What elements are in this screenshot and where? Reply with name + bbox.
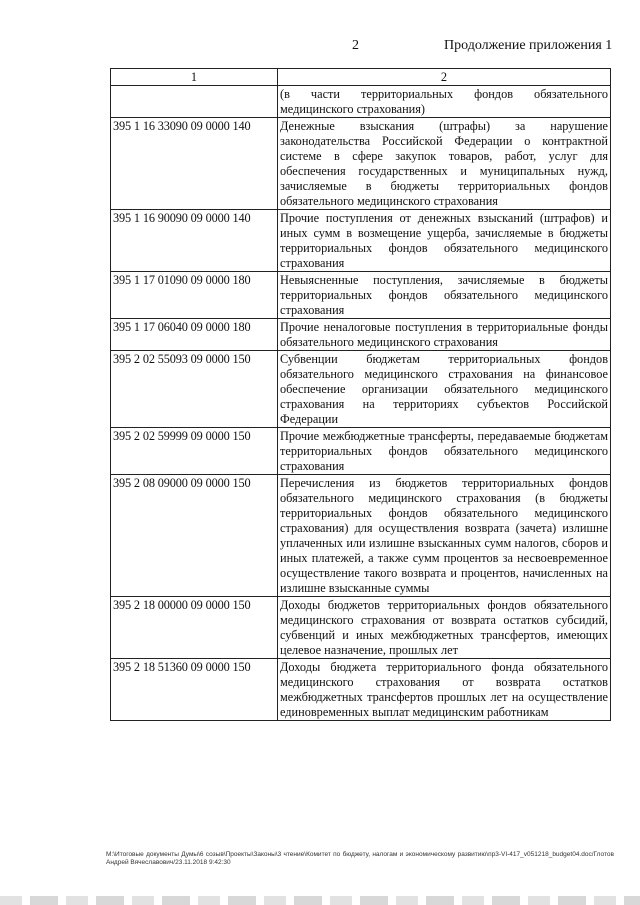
row-code: 395 1 16 90090 09 0000 140 [111,210,278,272]
budget-codes-table [110,68,611,721]
row-description: Доходы бюджета территориального фонда обязательного медицинского страхования от возврата остатков межбюджетных трансфертов прошлых лет на осуществление единовременных выплат медицинским работникам [278,659,611,721]
table-row [111,428,611,475]
continuation-label: Продолжение приложения 1 [444,38,613,53]
table-row [111,86,611,118]
row-description: Перечисления из бюджетов территориальных фондов обязательного медицинского страхования (в бюджеты территориальных фондов обязательного медицинского страхования) для осуществления возврата (зачета) излишне уплаченных или излишне взысканных сумм налогов, сборов и иных платежей, а также сумм процентов за несвоевременное осуществление такого возврата и процентов, начисленных на излишне взысканные суммы [278,475,611,597]
row-description: Субвенции бюджетам территориальных фондов обязательного медицинского страхования на финансовое обеспечение организации обязательного медицинского страхования на территориях субъектов Российской Федерации [278,351,611,428]
row-description: Невыясненные поступления, зачисляемые в бюджеты территориальных фондов обязательного медицинского страхования [278,272,611,319]
table-row [111,597,611,659]
row-code: 395 2 18 00000 09 0000 150 [111,597,278,659]
document-path-footer: М:\Итоговые документы Думы\6 созыв\Проекты\Законы\3 чтение\Комитет по бюджету, налогам и экономическому развитию\пр3-VI-417_v051218_budget04.doc/Глотов Андрей Вячеславович/23.11.2018 9:42:30 [106,851,614,866]
table-header-row [111,69,611,86]
row-code [111,86,278,118]
table-row [111,272,611,319]
row-description: Денежные взыскания (штрафы) за нарушение законодательства Российской Федерации о контрактной системе в сфере закупок товаров, работ, услуг для обеспечения государственных и муниципальных нужд, зачисляемые в бюджеты территориальных фондов обязательного медицинского страхования [278,118,611,210]
row-code: 395 2 18 51360 09 0000 150 [111,659,278,721]
table-row [111,210,611,272]
row-description: Прочие неналоговые поступления в территориальные фонды обязательного медицинского страхования [278,319,611,351]
row-description: Прочие поступления от денежных взысканий (штрафов) и иных сумм в возмещение ущерба, зачисляемые в бюджеты территориальных фондов обязательного медицинского страхования [278,210,611,272]
row-code: 395 2 02 55093 09 0000 150 [111,351,278,428]
row-description: (в части территориальных фондов обязательного медицинского страхования) [278,86,611,118]
table-row [111,351,611,428]
table-row [111,118,611,210]
row-code: 395 2 08 09000 09 0000 150 [111,475,278,597]
column-header-code: 1 [111,69,278,86]
table-row [111,319,611,351]
table-row [111,475,611,597]
row-description: Доходы бюджетов территориальных фондов обязательного медицинского страхования от возврата остатков субсидий, субвенций и иных межбюджетных трансфертов, имеющих целевое назначение, прошлых лет [278,597,611,659]
row-code: 395 1 17 06040 09 0000 180 [111,319,278,351]
table-row [111,659,611,721]
row-code: 395 1 16 33090 09 0000 140 [111,118,278,210]
row-code: 395 2 02 59999 09 0000 150 [111,428,278,475]
column-header-description: 2 [278,69,611,86]
row-code: 395 1 17 01090 09 0000 180 [111,272,278,319]
page-number: 2 [352,38,359,53]
scan-artifact-strip [0,896,640,905]
row-description: Прочие межбюджетные трансферты, передаваемые бюджетам территориальных фондов обязательного медицинского страхования [278,428,611,475]
